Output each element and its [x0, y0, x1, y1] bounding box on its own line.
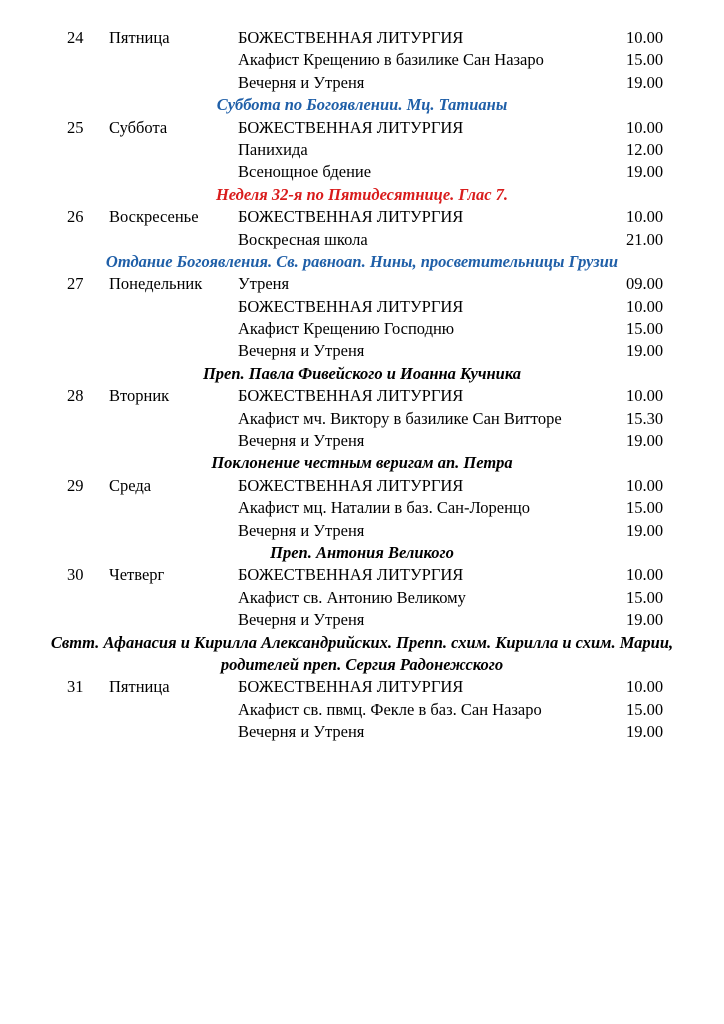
service-time: 19.00	[626, 162, 664, 182]
service-name: БОЖЕСТВЕННАЯ ЛИТУРГИЯ	[238, 677, 464, 697]
schedule-row	[0, 117, 724, 139]
day-number: 25	[67, 117, 84, 137]
service-time: 10.00	[626, 475, 664, 495]
schedule-row	[0, 296, 724, 318]
schedule-row	[0, 520, 724, 542]
schedule-row	[0, 318, 724, 340]
weekday: Пятница	[109, 677, 170, 697]
feast-heading: Неделя 32-я по Пятидесятнице. Глас 7.	[215, 184, 509, 204]
service-time: 10.00	[626, 28, 664, 47]
schedule-row	[0, 385, 724, 407]
schedule-row	[0, 139, 724, 161]
service-time: 10.00	[626, 386, 664, 406]
schedule-row	[0, 340, 724, 362]
service-name: БОЖЕСТВЕННАЯ ЛИТУРГИЯ	[238, 28, 464, 47]
service-name: БОЖЕСТВЕННАЯ ЛИТУРГИЯ	[238, 117, 464, 137]
weekday: Четверг	[109, 565, 165, 585]
schedule-row	[0, 676, 724, 698]
feast-heading: Суббота по Богоявлении. Мц. Татианы	[216, 95, 508, 115]
service-name: Вечерня и Утреня	[238, 431, 365, 451]
service-name: Панихида	[238, 139, 308, 159]
service-name: Акафист мч. Виктору в базилике Сан Витторе	[238, 408, 562, 428]
schedule-row	[0, 564, 724, 586]
service-name: БОЖЕСТВЕННАЯ ЛИТУРГИЯ	[238, 386, 464, 406]
service-name: Вечерня и Утреня	[238, 610, 365, 630]
day-number: 28	[67, 386, 84, 406]
service-name: Акафист св. пвмц. Фекле в баз. Сан Назаро	[238, 699, 542, 719]
schedule-row	[0, 27, 724, 49]
service-name: Вечерня и Утреня	[238, 341, 365, 361]
service-name: БОЖЕСТВЕННАЯ ЛИТУРГИЯ	[238, 565, 464, 585]
service-time: 19.00	[626, 722, 664, 742]
schedule-row	[0, 161, 724, 183]
feast-heading: Поклонение честным веригам ап. Петра	[211, 453, 513, 473]
day-number: 30	[67, 565, 84, 585]
service-time: 15.00	[626, 587, 664, 607]
schedule-row	[0, 229, 724, 251]
service-name: БОЖЕСТВЕННАЯ ЛИТУРГИЯ	[238, 475, 464, 495]
schedule-row	[0, 587, 724, 609]
service-time: 19.00	[626, 520, 664, 540]
feast-heading: Преп. Антония Великого	[270, 542, 454, 562]
service-time: 10.00	[626, 117, 664, 137]
service-name: Вечерня и Утреня	[238, 72, 365, 92]
schedule-row	[0, 72, 724, 94]
service-name: Вечерня и Утреня	[238, 722, 365, 742]
service-time: 10.00	[626, 296, 664, 316]
service-name: Всенощное бдение	[238, 162, 372, 182]
weekday: Вторник	[109, 386, 170, 406]
schedule-row	[0, 497, 724, 519]
service-time: 15.30	[626, 408, 664, 428]
service-time: 21.00	[626, 229, 664, 249]
schedule-row	[0, 273, 724, 295]
service-time: 12.00	[626, 139, 664, 159]
service-time: 10.00	[626, 677, 664, 697]
day-number: 31	[67, 677, 84, 697]
service-name: БОЖЕСТВЕННАЯ ЛИТУРГИЯ	[238, 207, 464, 227]
day-number: 24	[67, 28, 84, 47]
schedule-row	[0, 721, 724, 743]
weekday: Понедельник	[109, 274, 203, 294]
schedule-row	[0, 206, 724, 228]
service-time: 15.00	[626, 319, 664, 339]
weekday: Суббота	[109, 117, 168, 137]
service-time: 09.00	[626, 274, 664, 294]
service-time: 10.00	[626, 565, 664, 585]
service-time: 19.00	[626, 341, 664, 361]
schedule-row	[0, 609, 724, 631]
service-time: 10.00	[626, 207, 664, 227]
service-time: 19.00	[626, 72, 664, 92]
service-time: 15.00	[626, 50, 664, 70]
schedule-list	[0, 27, 724, 744]
weekday: Среда	[109, 475, 152, 495]
feast-heading: Отдание Богоявления. Св. равноап. Нины, просветительницы Грузии	[105, 251, 619, 271]
weekday: Пятница	[109, 28, 170, 47]
service-name: Акафист мц. Наталии в баз. Сан-Лоренцо	[238, 498, 530, 518]
schedule-row	[0, 408, 724, 430]
schedule-row	[0, 430, 724, 452]
service-time: 15.00	[626, 498, 664, 518]
day-number: 26	[67, 207, 84, 227]
service-name: Воскресная школа	[238, 229, 368, 249]
day-number: 27	[67, 274, 84, 294]
service-name: Акафист св. Антонию Великому	[238, 587, 466, 607]
service-time: 19.00	[626, 610, 664, 630]
schedule-row	[0, 475, 724, 497]
feast-heading: Свтт. Афанасия и Кирилла Александрийских. Препп. схим. Кирилла и схим. Марии, родителей преп. Сергия Радонежского	[50, 632, 674, 674]
service-name: Акафист Крещению в базилике Сан Назаро	[238, 50, 544, 70]
service-name: Вечерня и Утреня	[238, 520, 365, 540]
service-time: 19.00	[626, 431, 664, 451]
service-name: Акафист Крещению Господню	[238, 319, 455, 339]
schedule-row	[0, 49, 724, 71]
service-name: БОЖЕСТВЕННАЯ ЛИТУРГИЯ	[238, 296, 464, 316]
day-number: 29	[67, 475, 84, 495]
service-time: 15.00	[626, 699, 664, 719]
weekday: Воскресенье	[109, 207, 199, 227]
schedule-row	[0, 699, 724, 721]
feast-heading: Преп. Павла Фивейского и Иоанна Кучника	[202, 363, 522, 383]
service-name: Утреня	[238, 274, 290, 294]
